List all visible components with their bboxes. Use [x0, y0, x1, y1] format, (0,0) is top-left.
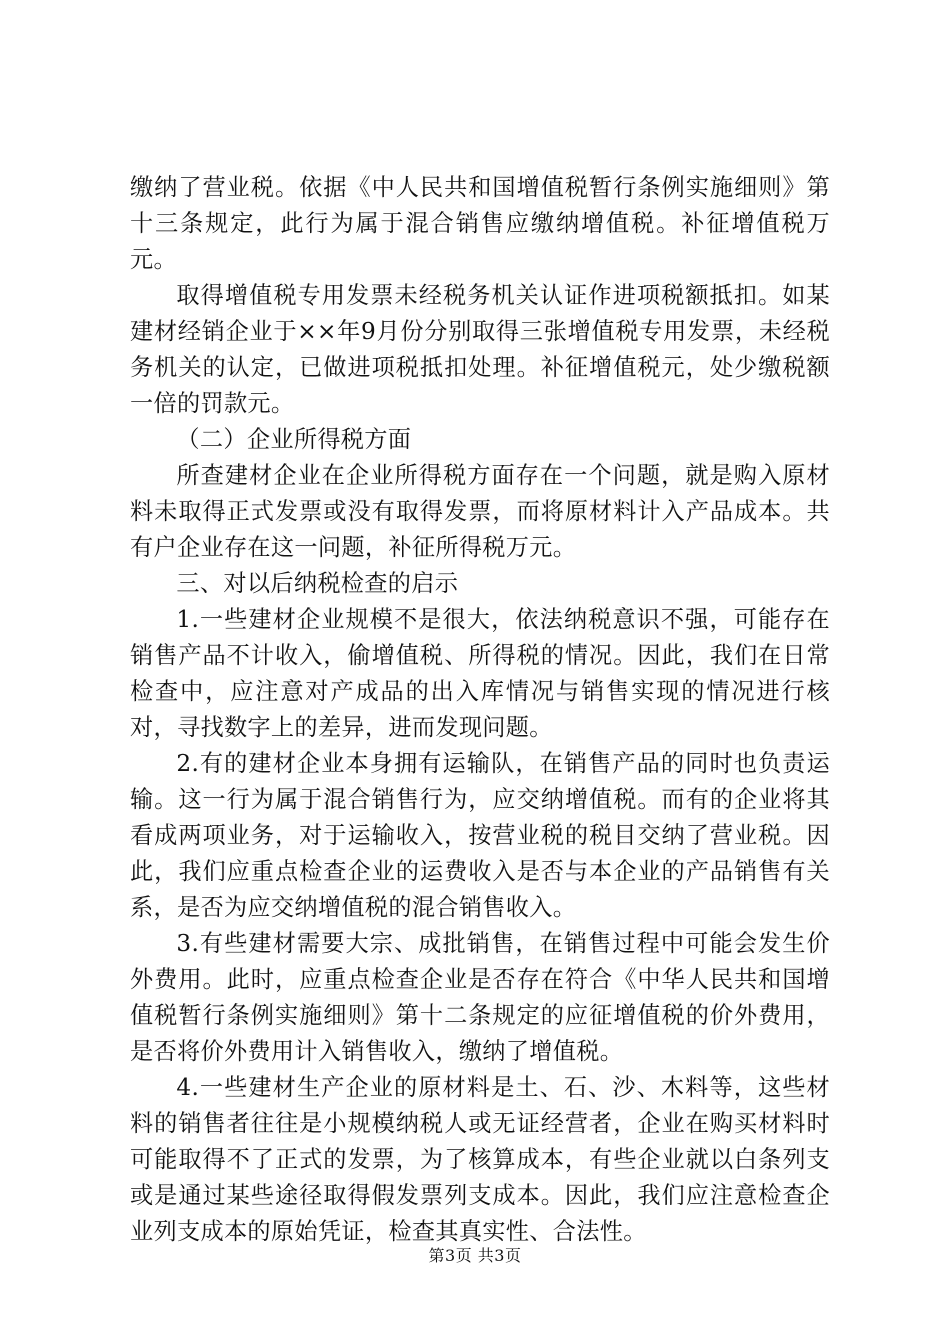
page-footer: 第3页 共3页 [428, 1246, 522, 1265]
document-body [130, 170, 830, 1250]
list-item-1: 1.一些建材企业规模不是很大，依法纳税意识不强，可能存在销售产品不计收入，偷增值税、所得税的情况。因此，我们在日常检查中，应注意对产成品的出入库情况与销售实现的情况进行核对，寻找数字上的差异，进而发现问题。 [130, 606, 830, 741]
list-item-4: 4.一些建材生产企业的原材料是土、石、沙、木料等，这些材料的销售者往往是小规模纳税人或无证经营者，企业在购买材料时可能取得不了正式的发票，为了核算成本，有些企业就以白条列支或是通过某些途径取得假发票列支成本。因此，我们应注意检查企业列支成本的原始凭证，检查其真实性、合法性。 [130, 1074, 830, 1245]
paragraph-continuation: 缴纳了营业税。依据《中人民共和国增值税暂行条例实施细则》第十三条规定，此行为属于混合销售应缴纳增值税。补征增值税万元。 [130, 174, 830, 273]
section-heading-inspection-insights: 三、对以后纳税检查的启示 [176, 570, 459, 597]
paragraph-income-tax: 所查建材企业在企业所得税方面存在一个问题，就是购入原材料未取得正式发票或没有取得发票，而将原材料计入产品成本。共有户企业存在这一问题，补征所得税万元。 [130, 462, 830, 561]
list-item-3: 3.有些建材需要大宗、成批销售，在销售过程中可能会发生价外费用。此时，应重点检查企业是否存在符合《中华人民共和国增值税暂行条例实施细则》第十二条规定的应征增值税的价外费用，是否将价外费用计入销售收入，缴纳了增值税。 [130, 930, 830, 1065]
section-heading-income-tax: （二）企业所得税方面 [176, 426, 412, 453]
paragraph-vat-invoice: 取得增值税专用发票未经税务机关认证作进项税额抵扣。如某建材经销企业于××年9月份分别取得三张增值税专用发票，未经税务机关的认定，已做进项税抵扣处理。补征增值税元，处少缴税额一倍的罚款元。 [130, 282, 830, 417]
list-item-2: 2.有的建材企业本身拥有运输队，在销售产品的同时也负责运输。这一行为属于混合销售行为，应交纳增值税。而有的企业将其看成两项业务，对于运输收入，按营业税的税目交纳了营业税。因此，我们应重点检查企业的运费收入是否与本企业的产品销售有关系，是否为应交纳增值税的混合销售收入。 [130, 750, 830, 921]
